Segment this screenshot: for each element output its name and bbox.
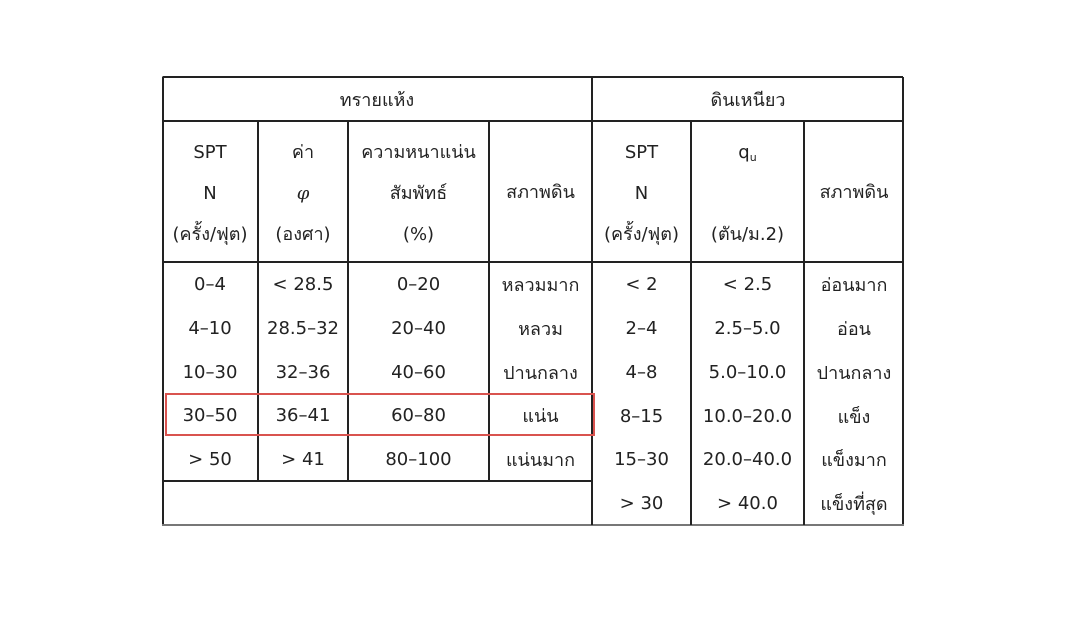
cell-density: 80–100 <box>385 448 452 470</box>
cell-phi: 28.5–32 <box>267 317 339 339</box>
cell-spt-n: > 30 <box>619 492 664 514</box>
cell-phi: 32–36 <box>275 361 331 383</box>
cell-condition: หลวม <box>518 318 563 340</box>
header-soil-condition-right: สภาพดิน <box>819 182 889 203</box>
cell-spt-n: 15–30 <box>614 448 669 470</box>
cell-condition: อ่อน <box>837 318 871 340</box>
cell-qu: < 2.5 <box>722 273 773 295</box>
cell-spt-n: 4–10 <box>188 317 232 339</box>
cell-condition: อ่อนมาก <box>820 274 888 296</box>
cell-density: 0–20 <box>396 273 441 295</box>
header-spt-n-left: SPT N (ครั้ง/ฟุต) <box>172 142 248 245</box>
cell-qu: 10.0–20.0 <box>702 405 793 427</box>
cell-phi: < 28.5 <box>272 273 334 295</box>
cell-condition: ปานกลาง <box>503 362 578 384</box>
cell-condition: แข็งมาก <box>821 449 887 471</box>
cell-density: 20–40 <box>391 317 446 339</box>
cell-spt-n: 10–30 <box>182 361 238 383</box>
cell-spt-n: < 2 <box>625 273 658 295</box>
cell-qu: 5.0–10.0 <box>708 361 787 383</box>
cell-condition: แข็ง <box>837 406 871 428</box>
header-phi: ค่า φ (องศา) <box>275 142 331 245</box>
cell-spt-n: 30–50 <box>182 404 238 426</box>
group-header-dry-sand: ทรายแห้ง <box>339 90 415 111</box>
header-spt-n-right: SPT N (ครั้ง/ฟุต) <box>603 142 680 245</box>
group-header-clay: ดินเหนียว <box>710 90 786 111</box>
cell-spt-n: 2–4 <box>625 317 658 339</box>
cell-spt-n: 8–15 <box>619 405 664 427</box>
header-soil-condition-left: สภาพดิน <box>506 182 575 203</box>
cell-condition: แน่น <box>522 405 559 427</box>
cell-spt-n: > 50 <box>188 448 232 470</box>
cell-condition: หลวมมาก <box>501 274 580 296</box>
header-qu: $q_u$ (ตัน/ม.2) <box>710 142 785 245</box>
cell-spt-n: 4–8 <box>625 361 658 383</box>
header-relative-density: ความหนาแน่น สัมพัทธ์ (%) <box>361 142 476 245</box>
cell-qu: > 40.0 <box>717 492 778 514</box>
cell-condition: แข็งที่สุด <box>820 493 888 515</box>
cell-density: 40–60 <box>391 361 446 383</box>
cell-qu: 20.0–40.0 <box>702 448 793 470</box>
cell-condition: ปานกลาง <box>816 362 892 384</box>
cell-condition: แน่นมาก <box>505 449 576 471</box>
cell-qu: 2.5–5.0 <box>714 317 781 339</box>
cell-phi: > 41 <box>281 448 325 470</box>
soil-property-table <box>162 76 904 526</box>
cell-density: 60–80 <box>391 404 446 426</box>
cell-spt-n: 0–4 <box>194 273 226 295</box>
cell-phi: 36–41 <box>275 404 331 426</box>
